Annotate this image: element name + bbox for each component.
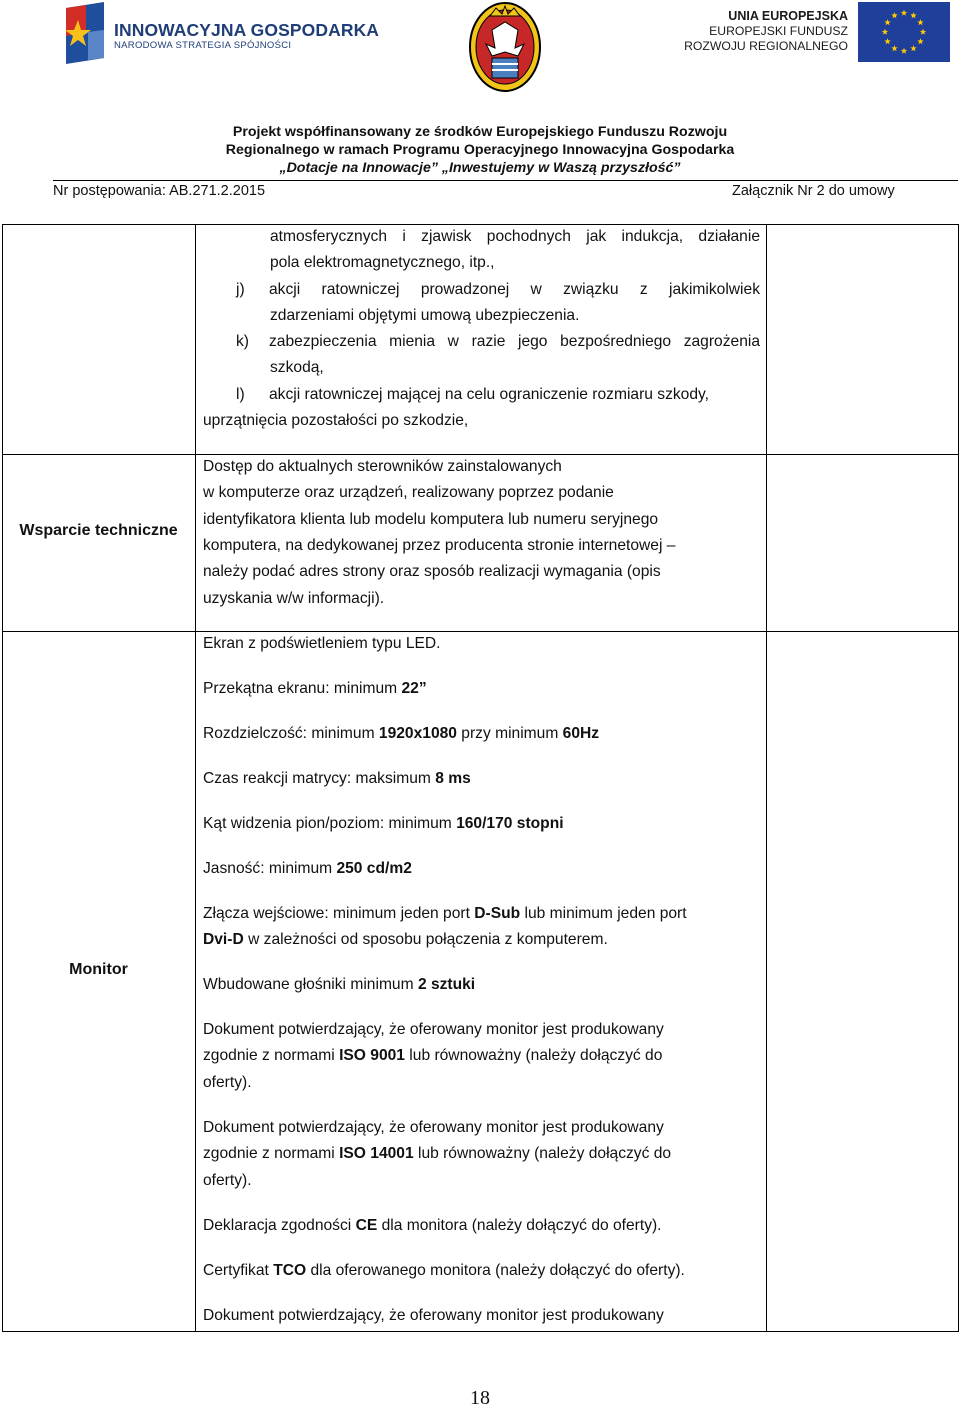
monitor-response-value: 8 ms	[435, 770, 471, 787]
logo-innowacyjna-gospodarka	[58, 0, 380, 66]
case-number: Nr postępowania: AB.271.2.2015	[53, 183, 266, 199]
table-border-bottom	[2, 1331, 959, 1332]
monitor-inputs-label: Złącza wejściowe: minimum jeden port	[203, 905, 475, 922]
monitor-ce	[203, 1213, 662, 1239]
list-marker-k: k)	[236, 333, 249, 350]
eu-flag-icon	[858, 2, 950, 62]
monitor-brightness	[203, 856, 412, 882]
row1-line: zdarzeniami objętymi umową ubezpieczenia.	[270, 307, 580, 324]
monitor-screen: Ekran z podświetleniem typu LED.	[203, 635, 441, 652]
monitor-iso14001-post: lub równoważny (należy dołączyć do	[413, 1145, 672, 1162]
monitor-dvi-value: Dvi-D	[203, 931, 244, 948]
monitor-brightness-value: 250 cd/m2	[336, 860, 412, 877]
row1-line: akcji ratowniczej mającej na celu ograniczenie rozmiaru szkody,	[269, 386, 709, 403]
row1-line: zabezpieczenia mienia w razie jego bezpośredniego zagrożenia	[269, 333, 760, 350]
monitor-iso9001-pre: zgodnie z normami	[203, 1047, 340, 1064]
monitor-inputs-line	[203, 901, 687, 927]
monitor-response-label: Czas reakcji matrycy: maksimum	[203, 770, 436, 787]
monitor-iso9001-value: ISO 9001	[339, 1047, 405, 1064]
project-statement	[0, 123, 960, 177]
monitor-speakers	[203, 972, 475, 998]
support-line: Dostęp do aktualnych sterowników zainstalowanych	[203, 458, 562, 475]
logo-european-union	[680, 0, 952, 66]
table-column-divider-1	[195, 224, 196, 1332]
monitor-inputs-post: w zależności od sposobu połączenia z komputerem.	[243, 931, 608, 948]
monitor-ce-value: CE	[355, 1217, 378, 1234]
monitor-iso9001-post: lub równoważny (należy dołączyć do	[404, 1047, 663, 1064]
monitor-angle-label: Kąt widzenia pion/poziom: minimum	[203, 815, 457, 832]
monitor-tco-post: dla oferowanego monitora (należy dołączyć do oferty).	[306, 1262, 685, 1279]
logo-right-line1: UNIA EUROPEJSKA	[728, 9, 848, 23]
row-label-technical-support: Wsparcie techniczne	[19, 522, 178, 539]
project-line-1: Projekt współfinansowany ze środków Europejskiego Funduszu Rozwoju	[232, 124, 728, 140]
row-label-monitor: Monitor	[69, 961, 128, 978]
logo-right-line2: EUROPEJSKI FUNDUSZ	[709, 24, 848, 38]
monitor-diagonal	[203, 676, 427, 702]
monitor-refresh-value: 60Hz	[562, 725, 600, 742]
logo-left-title: INNOWACYJNA GOSPODARKA	[114, 20, 380, 40]
logo-right-line3: ROZWOJU REGIONALNEGO	[684, 39, 848, 53]
row1-line: pola elektromagnetycznego, itp.,	[270, 254, 495, 271]
monitor-tco	[203, 1258, 685, 1284]
support-line: identyfikatora klienta lub modelu komputera lub numeru seryjnego	[203, 511, 659, 528]
nsrs-flag-icon	[64, 2, 108, 64]
coat-of-arms-icon	[468, 0, 542, 92]
monitor-iso14001-value: ISO 14001	[339, 1145, 414, 1162]
attachment-label: Załącznik Nr 2 do umowy	[732, 183, 895, 199]
monitor-ce-pre: Deklaracja zgodności	[203, 1217, 356, 1234]
support-line: należy podać adres strony oraz sposób realizacji wymagania (opis	[203, 563, 661, 580]
monitor-angle-value: 160/170 stopni	[456, 815, 564, 832]
table-border-left	[2, 224, 3, 1332]
logo-left-subtitle: NARODOWA STRATEGIA SPÓJNOŚCI	[114, 40, 292, 51]
support-line: uzyskania w/w informacji).	[203, 590, 385, 607]
support-line: komputera, na dedykowanej przez producenta stronie internetowej –	[203, 537, 676, 554]
monitor-ce-post: dla monitora (należy dołączyć do oferty).	[377, 1217, 662, 1234]
monitor-resolution	[203, 721, 599, 747]
project-line-2: Regionalnego w ramach Programu Operacyjnego Innowacyjna Gospodarka	[225, 142, 735, 158]
table-row-divider-2	[2, 631, 959, 632]
monitor-response-time	[203, 766, 471, 792]
monitor-iso14001-line: oferty).	[203, 1172, 252, 1189]
monitor-iso14001-line: Dokument potwierdzający, że oferowany monitor jest produkowany	[203, 1119, 664, 1136]
monitor-iso9001-line: Dokument potwierdzający, że oferowany monitor jest produkowany	[203, 1021, 664, 1038]
monitor-last-line: Dokument potwierdzający, że oferowany monitor jest produkowany	[203, 1307, 664, 1324]
monitor-resolution-value: 1920x1080	[378, 725, 457, 742]
row1-line: szkodą,	[270, 359, 324, 376]
monitor-speakers-label: Wbudowane głośniki minimum	[203, 976, 418, 993]
monitor-resolution-mid: przy minimum	[456, 725, 563, 742]
monitor-inputs-line	[203, 927, 608, 953]
monitor-iso14001-line	[203, 1141, 671, 1167]
monitor-iso9001-line: oferty).	[203, 1074, 252, 1091]
list-marker-j: j)	[236, 281, 245, 298]
row1-line: akcji ratowniczej prowadzonej w związku z jakimikolwiek	[269, 281, 760, 298]
row1-line: atmosferycznych i zjawisk pochodnych jak indukcja, działanie	[270, 228, 760, 245]
monitor-speakers-value: 2 sztuki	[417, 976, 476, 993]
monitor-diagonal-value: 22”	[401, 680, 427, 697]
header-rule	[53, 180, 958, 181]
page-number: 18	[470, 1387, 490, 1409]
monitor-tco-pre: Certyfikat	[203, 1262, 274, 1279]
support-line: w komputerze oraz urządzeń, realizowany poprzez podanie	[203, 484, 614, 501]
monitor-tco-value: TCO	[273, 1262, 307, 1279]
table-border-right	[958, 224, 959, 1332]
project-line-3: „Dotacje na Innowacje” „Inwestujemy w Waszą przyszłość”	[279, 160, 681, 176]
monitor-viewing-angle	[203, 811, 564, 837]
monitor-brightness-label: Jasność: minimum	[203, 860, 337, 877]
monitor-resolution-label: Rozdzielczość: minimum	[203, 725, 379, 742]
row1-line: uprzątnięcia pozostałości po szkodzie,	[203, 412, 469, 429]
monitor-iso14001-pre: zgodnie z normami	[203, 1145, 340, 1162]
monitor-iso9001-line	[203, 1043, 662, 1069]
logo-right-text	[684, 9, 848, 54]
monitor-diagonal-label: Przekątna ekranu: minimum	[203, 680, 402, 697]
table-column-divider-2	[766, 224, 767, 1332]
monitor-inputs-mid: lub minimum jeden port	[520, 905, 687, 922]
list-marker-l: l)	[236, 386, 245, 403]
monitor-dsub-value: D-Sub	[474, 905, 521, 922]
